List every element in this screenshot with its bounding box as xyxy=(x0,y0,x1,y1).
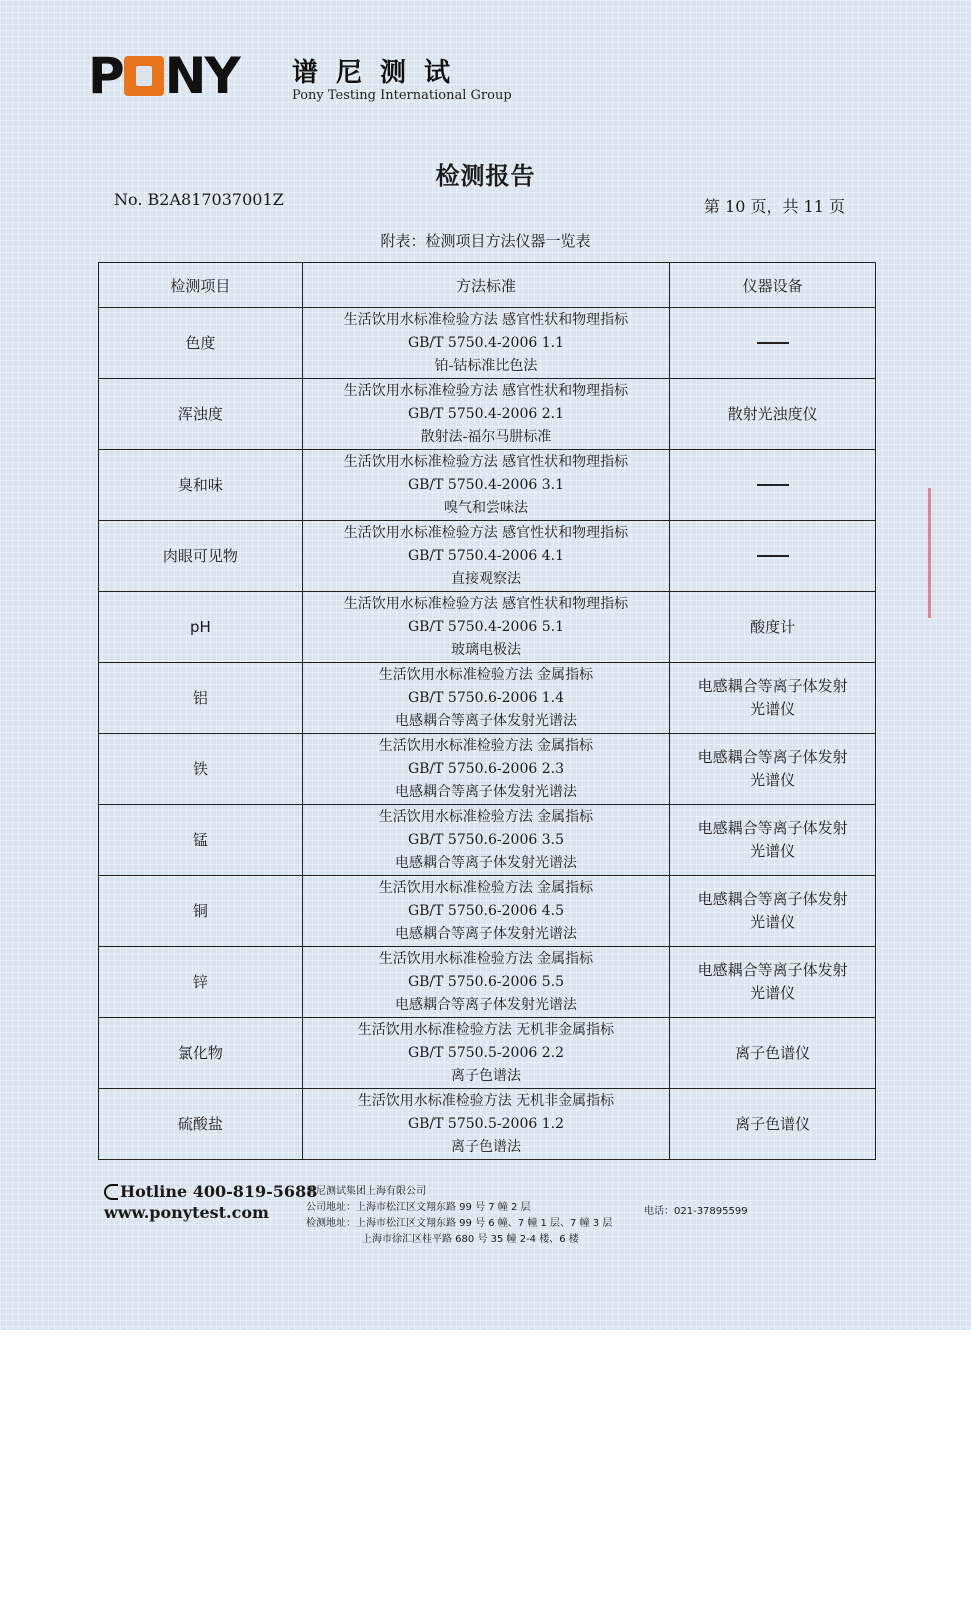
method-line: GB/T 5750.4-2006 1.1 xyxy=(407,334,564,351)
cell-method xyxy=(302,947,670,1018)
method-line: 离子色谱法 xyxy=(450,1067,521,1084)
cell-equipment: 离子色谱仪 xyxy=(670,1089,876,1160)
footer-lab-address-2: 上海市徐汇区桂平路 680 号 35 幢 2-4 楼、6 楼 xyxy=(362,1234,579,1245)
table-row xyxy=(99,1089,876,1160)
table-row xyxy=(99,450,876,521)
cell-item: 铁 xyxy=(99,734,303,805)
logo-o-icon xyxy=(124,56,164,96)
phone-icon xyxy=(104,1184,118,1200)
header-item: 检测项目 xyxy=(99,263,303,308)
cell-item: 浑浊度 xyxy=(99,379,303,450)
method-line: 生活饮用水标准检验方法 金属指标 xyxy=(378,666,594,683)
cell-method xyxy=(302,1018,670,1089)
cell-equipment xyxy=(670,734,876,805)
method-line: 嗅气和尝味法 xyxy=(443,499,528,516)
method-line: 生活饮用水标准检验方法 无机非金属指标 xyxy=(357,1092,615,1109)
cell-method xyxy=(302,450,670,521)
method-line: GB/T 5750.6-2006 5.5 xyxy=(407,973,564,990)
footer-lab-address: 检测地址：上海市松江区文翔东路 99 号 6 幢、7 幢 1 层、7 幢 3 层 xyxy=(306,1218,613,1229)
cell-item: 氯化物 xyxy=(99,1018,303,1089)
table-row xyxy=(99,734,876,805)
equipment-line: 电感耦合等离子体发射 xyxy=(697,961,848,979)
report-number: No. B2A817037001Z xyxy=(114,190,284,209)
method-line: 直接观察法 xyxy=(450,570,521,587)
page-number: 第 10 页，共 11 页 xyxy=(703,197,845,216)
method-line: 生活饮用水标准检验方法 感官性状和物理指标 xyxy=(343,311,629,328)
method-line: 生活饮用水标准检验方法 感官性状和物理指标 xyxy=(343,595,629,612)
method-line: GB/T 5750.4-2006 4.1 xyxy=(407,547,564,564)
dash-mark xyxy=(757,555,789,557)
company-name-en: Pony Testing International Group xyxy=(292,88,512,103)
cell-method xyxy=(302,379,670,450)
table-row xyxy=(99,592,876,663)
method-line: GB/T 5750.4-2006 3.1 xyxy=(407,476,564,493)
method-table xyxy=(98,262,876,1160)
equipment-line: 光谱仪 xyxy=(750,700,796,718)
method-line: GB/T 5750.6-2006 3.5 xyxy=(407,831,564,848)
cell-method xyxy=(302,876,670,947)
cell-item: 铝 xyxy=(99,663,303,734)
method-line: GB/T 5750.6-2006 1.4 xyxy=(407,689,564,706)
cell-method xyxy=(302,592,670,663)
logo-wordmark: P NY xyxy=(88,47,239,105)
table-row xyxy=(99,308,876,379)
method-line: 生活饮用水标准检验方法 金属指标 xyxy=(378,808,594,825)
table-header-row xyxy=(99,263,876,308)
method-line: 玻璃电极法 xyxy=(450,641,521,658)
method-line: 生活饮用水标准检验方法 金属指标 xyxy=(378,737,594,754)
cell-method xyxy=(302,1089,670,1160)
equipment-line: 光谱仪 xyxy=(750,842,796,860)
table-row xyxy=(99,663,876,734)
method-line: 铂-钴标准比色法 xyxy=(434,357,538,374)
method-line: 离子色谱法 xyxy=(450,1138,521,1155)
method-line: GB/T 5750.6-2006 4.5 xyxy=(407,902,564,919)
cell-method xyxy=(302,805,670,876)
dash-mark xyxy=(757,342,789,344)
cell-item: 肉眼可见物 xyxy=(99,521,303,592)
cell-item: 臭和味 xyxy=(99,450,303,521)
footer-addresses xyxy=(306,1184,612,1248)
cell-item: 色度 xyxy=(99,308,303,379)
cell-item: 锌 xyxy=(99,947,303,1018)
cell-item: pH xyxy=(99,592,303,663)
table-row xyxy=(99,1018,876,1089)
company-name-cn: 谱尼测试 xyxy=(292,58,469,88)
table-row xyxy=(99,805,876,876)
method-line: 生活饮用水标准检验方法 无机非金属指标 xyxy=(357,1021,615,1038)
footer-phone: 电话：021-37895599 xyxy=(644,1206,748,1217)
equipment-line: 电感耦合等离子体发射 xyxy=(697,748,848,766)
method-line: 电感耦合等离子体发射光谱法 xyxy=(394,925,577,942)
cell-item: 硫酸盐 xyxy=(99,1089,303,1160)
method-line: 电感耦合等离子体发射光谱法 xyxy=(394,854,577,871)
hotline-text: Hotline 400-819-5688 xyxy=(120,1182,318,1201)
method-line: GB/T 5750.5-2006 2.2 xyxy=(407,1044,564,1061)
footer-company-address: 公司地址：上海市松江区文翔东路 99 号 7 幢 2 层 xyxy=(306,1202,531,1213)
pony-logo xyxy=(88,47,239,105)
method-line: 生活饮用水标准检验方法 感官性状和物理指标 xyxy=(343,524,629,541)
equipment-line: 光谱仪 xyxy=(750,984,796,1002)
method-line: 生活饮用水标准检验方法 感官性状和物理指标 xyxy=(343,453,629,470)
header-equipment: 仪器设备 xyxy=(670,263,876,308)
cell-item: 铜 xyxy=(99,876,303,947)
method-line: 电感耦合等离子体发射光谱法 xyxy=(394,712,577,729)
page-title: 检测报告 xyxy=(435,162,536,190)
method-line: GB/T 5750.4-2006 2.1 xyxy=(407,405,564,422)
cell-method xyxy=(302,521,670,592)
method-line: GB/T 5750.6-2006 2.3 xyxy=(407,760,564,777)
method-line: GB/T 5750.5-2006 1.2 xyxy=(407,1115,564,1132)
cell-equipment: 离子色谱仪 xyxy=(670,1018,876,1089)
table-row xyxy=(99,876,876,947)
cell-method xyxy=(302,663,670,734)
hotline xyxy=(104,1182,317,1201)
cell-equipment: 酸度计 xyxy=(670,592,876,663)
table-row xyxy=(99,947,876,1018)
table-row xyxy=(99,379,876,450)
cell-equipment xyxy=(670,947,876,1018)
equipment-line: 电感耦合等离子体发射 xyxy=(697,677,848,695)
table-body xyxy=(99,308,876,1160)
cell-equipment xyxy=(670,876,876,947)
method-line: 生活饮用水标准检验方法 金属指标 xyxy=(378,879,594,896)
cell-equipment xyxy=(670,805,876,876)
equipment-line: 光谱仪 xyxy=(750,771,796,789)
method-line: GB/T 5750.4-2006 5.1 xyxy=(407,618,564,635)
dash-mark xyxy=(757,484,789,486)
table-caption: 附表：检测项目方法仪器一览表 xyxy=(380,232,591,250)
header-method: 方法标准 xyxy=(302,263,670,308)
edge-stamp-mark xyxy=(928,488,947,618)
method-line: 电感耦合等离子体发射光谱法 xyxy=(394,996,577,1013)
method-line: 电感耦合等离子体发射光谱法 xyxy=(394,783,577,800)
cell-equipment xyxy=(670,663,876,734)
equipment-line: 电感耦合等离子体发射 xyxy=(697,890,848,908)
method-line: 生活饮用水标准检验方法 感官性状和物理指标 xyxy=(343,382,629,399)
cell-equipment: 散射光浊度仪 xyxy=(670,379,876,450)
cell-equipment xyxy=(670,450,876,521)
cell-equipment xyxy=(670,521,876,592)
method-line: 散射法-福尔马肼标准 xyxy=(420,428,552,445)
website: www.ponytest.com xyxy=(104,1203,269,1222)
method-line: 生活饮用水标准检验方法 金属指标 xyxy=(378,950,594,967)
cell-method xyxy=(302,734,670,805)
equipment-line: 电感耦合等离子体发射 xyxy=(697,819,848,837)
table-row xyxy=(99,521,876,592)
equipment-line: 光谱仪 xyxy=(750,913,796,931)
cell-equipment xyxy=(670,308,876,379)
footer-company: 谱尼测试集团上海有限公司 xyxy=(306,1186,426,1197)
cell-item: 锰 xyxy=(99,805,303,876)
cell-method xyxy=(302,308,670,379)
footer-contact xyxy=(104,1182,317,1222)
